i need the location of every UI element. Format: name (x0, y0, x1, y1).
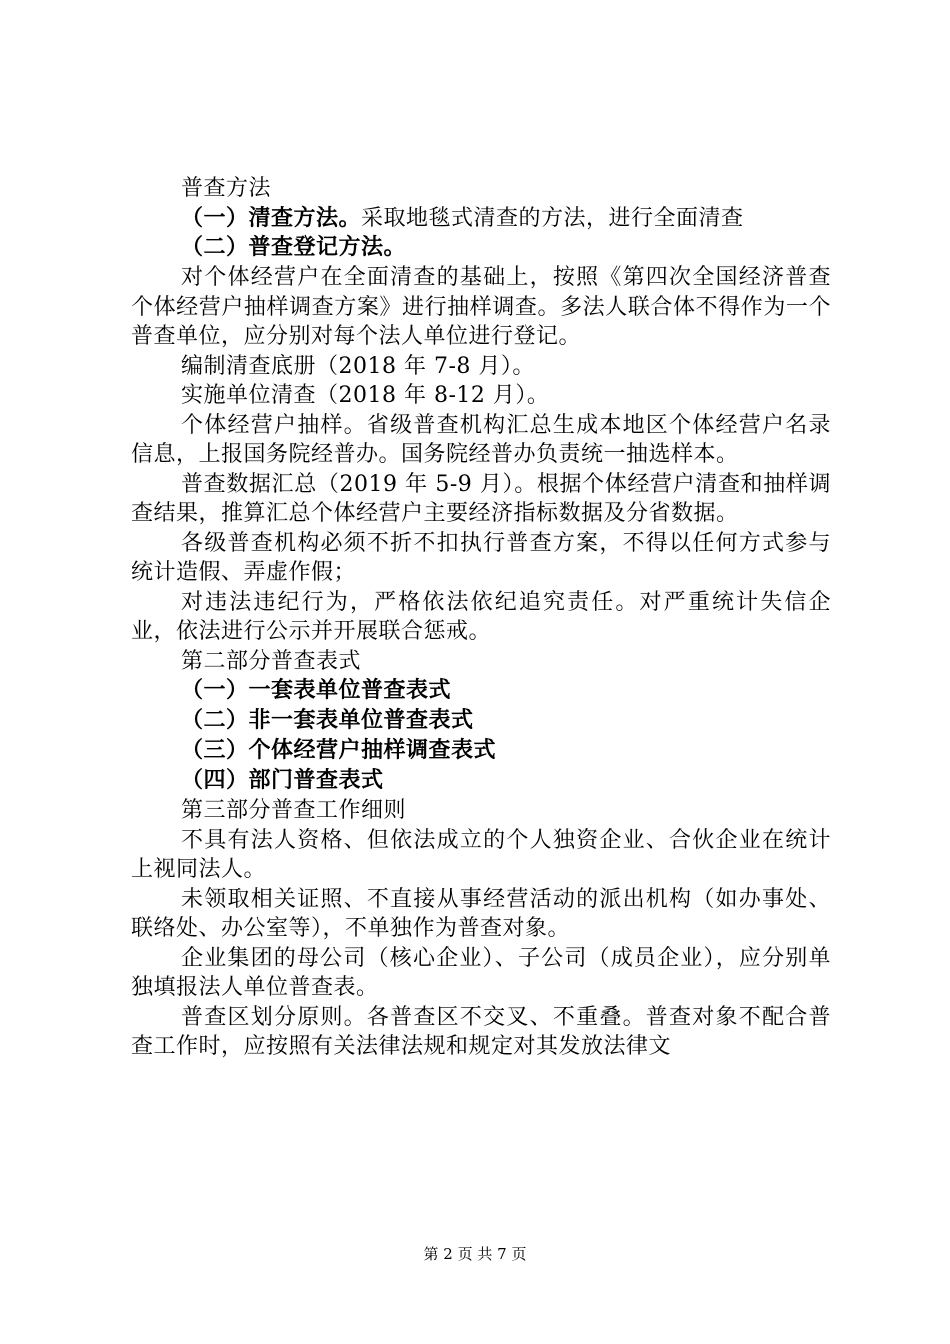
paragraph-branch-offices: 未领取相关证照、不直接从事经营活动的派出机构（如办事处、联络处、办公室等），不单独作为普查对象。 (131, 886, 831, 941)
paragraph-non-legal-entities: 不具有法人资格、但依法成立的个人独资企业、合伙企业在统计上视同法人。 (131, 827, 831, 882)
paragraph-accountability: 对违法违纪行为，严格依法依纪追究责任。对严重统计失信企业，依法进行公示并开展联合惩戒。 (131, 589, 831, 644)
document-body (131, 174, 831, 1062)
paragraph-no-fraud: 各级普查机构必须不折不扣执行普查方案，不得以任何方式参与统计造假、弄虚作假； (131, 530, 831, 585)
paragraph-data-summary: 普查数据汇总（2019 年 5-9 月）。根据个体经营户清查和抽样调查结果，推算汇总个体经营户主要经济指标数据及分省数据。 (131, 471, 831, 526)
paragraph-form-four: （四）部门普查表式 (181, 768, 384, 793)
paragraph-clearing-method (131, 204, 831, 234)
page-footer: 第 2 页 共 7 页 (423, 1245, 527, 1263)
paragraph-registration-method: （二）普查登记方法。 (181, 235, 407, 260)
paragraph-form-three: （三）个体经营户抽样调查表式 (181, 738, 497, 763)
paragraph-census-areas: 普查区划分原则。各普查区不交叉、不重叠。普查对象不配合普查工作时，应按照有关法律法规和规定对其发放法律文 (131, 1004, 831, 1059)
paragraph-individual-households: 对个体经营户在全面清查的基础上，按照《第四次全国经济普查个体经营户抽样调查方案》进行抽样调查。多法人联合体不得作为一个普查单位，应分别对每个法人单位进行登记。 (131, 265, 831, 349)
paragraph-enterprise-groups: 企业集团的母公司（核心企业）、子公司（成员企业），应分别单独填报法人单位普查表。 (131, 945, 831, 1000)
paragraph-part-three-title: 第三部分普查工作细则 (181, 798, 407, 823)
paragraph-form-one: （一）一套表单位普查表式 (181, 678, 452, 703)
paragraph-part-two-title: 第二部分普查表式 (181, 648, 362, 674)
paragraph-sampling: 个体经营户抽样。省级普查机构汇总生成本地区个体经营户名录信息，上报国务院经普办。国务院经普办负责统一抽选样本。 (131, 412, 831, 467)
clearing-method-lead: （一）清查方法。 (181, 205, 362, 231)
paragraph-form-two: （二）非一套表单位普查表式 (181, 708, 474, 733)
paragraph-heading-method: 普查方法 (181, 176, 272, 201)
paragraph-implement-clearing: 实施单位清查（2018 年 8-12 月）。 (181, 383, 550, 408)
paragraph-compile-register: 编制清查底册（2018 年 7-8 月）。 (181, 353, 535, 379)
clearing-method-rest: 采取地毯式清查的方法，进行全面清查 (361, 205, 744, 231)
